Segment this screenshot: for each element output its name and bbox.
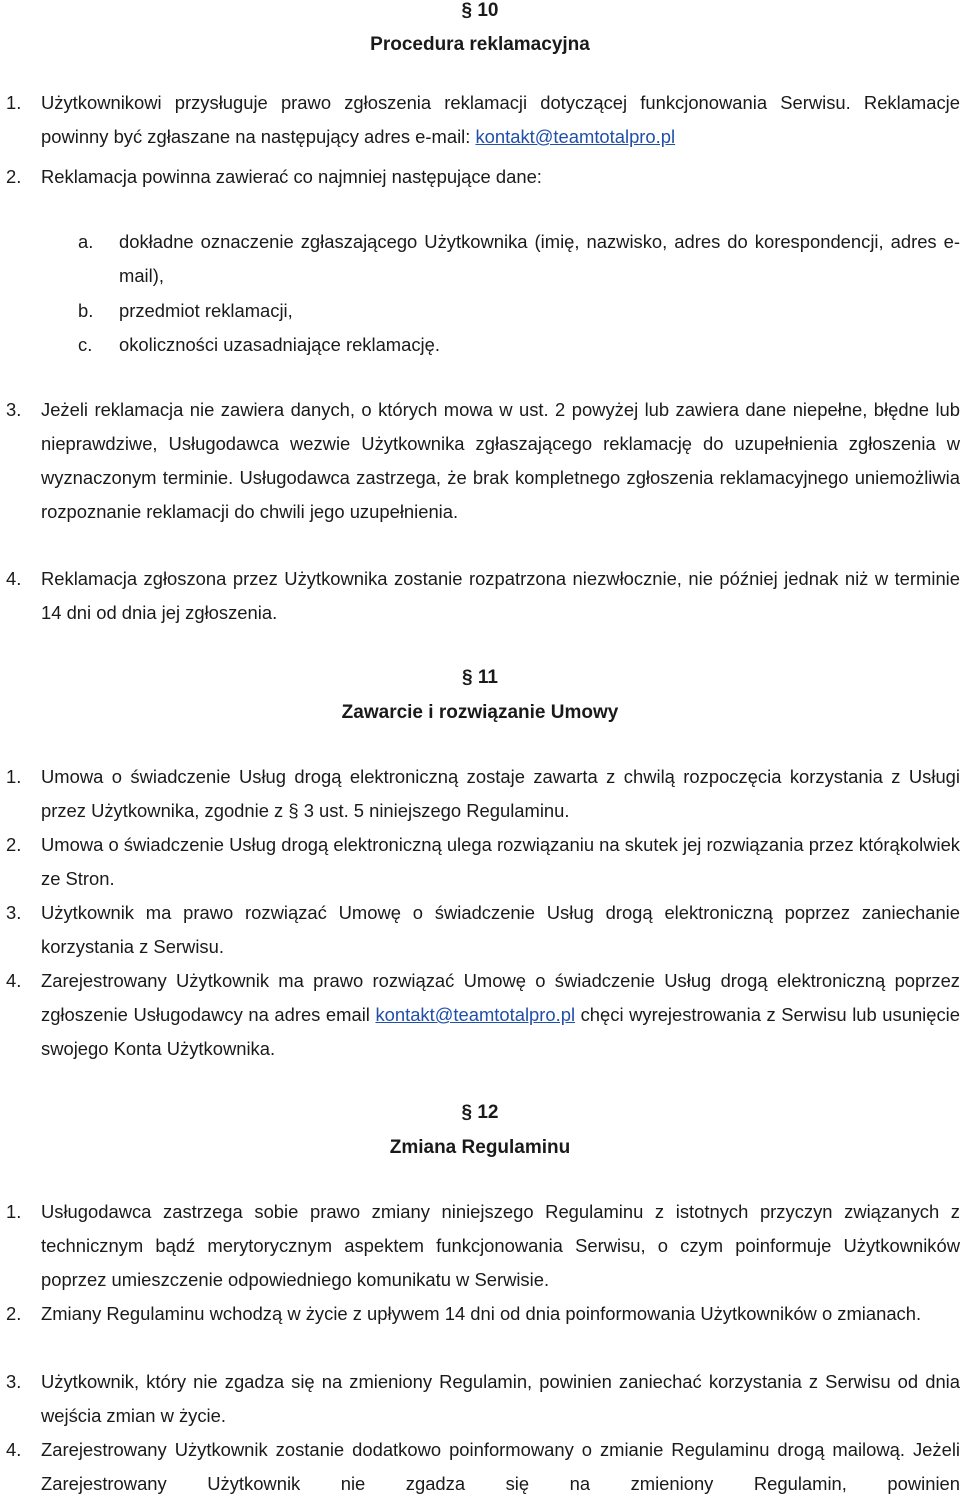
- item-number: 2.: [6, 1303, 22, 1324]
- item-number: 3.: [6, 1371, 22, 1392]
- section-number: § 12: [461, 1102, 499, 1123]
- list-item: [0, 393, 960, 563]
- sub-list-item: [78, 225, 960, 293]
- item-text-part: Użytkownikowi przysługuje prawo zgłoszenia reklamacji dotyczącej funkcjonowania Serwisu. Reklamacje powinny być zgłaszane na następujący adres e-mail:: [41, 92, 960, 147]
- sub-item-text: dokładne oznaczenie zgłaszającego Użytkownika (imię, nazwisko, adres do korespondencji, adres e-mail),: [119, 231, 960, 286]
- item-text: Reklamacja zgłoszona przez Użytkownika zostanie rozpatrzona niezwłocznie, nie później jednak niż w terminie 14 dni od dnia jej zgłoszenia.: [41, 568, 960, 623]
- list-item: [0, 896, 960, 964]
- item-number: 1.: [6, 1201, 22, 1222]
- item-text: Użytkownik ma prawo rozwiązać Umowę o świadczenie Usług drogą elektroniczną poprzez zaniechanie korzystania z Serwisu.: [41, 902, 960, 957]
- item-number: 2.: [6, 166, 22, 187]
- section-title: Procedura reklamacyjna: [370, 34, 590, 55]
- item-text: Jeżeli reklamacja nie zawiera danych, o których mowa w ust. 2 powyżej lub zawiera dane niepełne, błędne lub nieprawdziwe, Usługodawca wezwie Użytkownika zgłaszającego reklamację do uzupełnienia zgłoszenia w wyznaczonym terminie. Usługodawca zastrzega, że brak kompletnego zgłoszenia reklamacyjnego uniemożliwia rozpoznanie reklamacji do chwili jego uzupełnienia.: [41, 399, 960, 522]
- item-text: Zmiany Regulaminu wchodzą w życie z upływem 14 dni od dnia poinformowania Użytkowników o zmianach.: [41, 1303, 922, 1324]
- list-item: [0, 964, 960, 1066]
- item-number: 1.: [6, 766, 22, 787]
- list-item: [0, 1365, 960, 1433]
- sub-item-text: przedmiot reklamacji,: [119, 300, 293, 321]
- item-text-part: chęci wyrejestrowania z Serwisu lub usunięcie swojego Konta Użytkownika.: [41, 1004, 960, 1059]
- item-number: 3.: [6, 902, 22, 923]
- email-link[interactable]: kontakt@teamtotalpro.pl: [475, 126, 676, 147]
- sub-item-letter: b.: [78, 300, 94, 321]
- sub-item-letter: c.: [78, 334, 93, 355]
- item-text: Umowa o świadczenie Usług drogą elektroniczną zostaje zawarta z chwilą rozpoczęcia korzystania z Usługi przez Użytkownika, zgodnie z § 3 ust. 5 niniejszego Regulaminu.: [41, 766, 960, 821]
- item-number: 1.: [6, 92, 22, 113]
- list-item: [0, 86, 960, 154]
- sub-list-item: [78, 328, 960, 362]
- item-text: Umowa o świadczenie Usług drogą elektroniczną ulega rozwiązaniu na skutek jej rozwiązania przez którąkolwiek ze Stron.: [41, 834, 960, 889]
- item-number: 2.: [6, 834, 22, 855]
- item-number: 4.: [6, 970, 22, 991]
- email-link[interactable]: kontakt@teamtotalpro.pl: [375, 1004, 576, 1025]
- section-number: § 10: [461, 0, 499, 21]
- list-item: [0, 1433, 960, 1501]
- item-text: Użytkownik, który nie zgadza się na zmieniony Regulamin, powinien zaniechać korzystania z Serwisu od dnia wejścia zmian w życie.: [41, 1371, 960, 1426]
- list-item: [0, 1195, 960, 1297]
- item-text: Usługodawca zastrzega sobie prawo zmiany niniejszego Regulaminu z istotnych przyczyn związanych z technicznym bądź merytorycznym aspektem funkcjonowania Serwisu, o czym poinformuje Użytkowników poprzez umieszczenie odpowiedniego komunikatu w Serwisie.: [41, 1201, 960, 1290]
- item-text-part: Zarejestrowany Użytkownik ma prawo rozwiązać Umowę o świadczenie Usług drogą elektroniczną poprzez zgłoszenie Usługodawcy na adres email: [41, 970, 960, 1025]
- section-number: § 11: [462, 667, 498, 688]
- sub-list-item: [78, 294, 960, 328]
- item-number: 4.: [6, 568, 22, 589]
- item-text: [41, 86, 960, 154]
- list-item: [0, 828, 960, 896]
- sub-item-letter: a.: [78, 231, 94, 252]
- list-item: [0, 760, 960, 828]
- section-title: Zmiana Regulaminu: [389, 1137, 571, 1158]
- item-text: Reklamacja powinna zawierać co najmniej następujące dane:: [41, 166, 542, 187]
- section-title: Zawarcie i rozwiązanie Umowy: [341, 702, 619, 723]
- sub-item-text: okoliczności uzasadniające reklamację.: [119, 334, 440, 355]
- list-item: [0, 160, 960, 194]
- item-number: 4.: [6, 1439, 22, 1460]
- item-number: 3.: [6, 399, 22, 420]
- item-text: Zarejestrowany Użytkownik zostanie dodatkowo poinformowany o zmianie Regulaminu drogą mailową. Jeżeli Zarejestrowany Użytkownik nie zgadza się na zmieniony Regulamin, powinien: [41, 1439, 960, 1494]
- item-text: [41, 964, 960, 1066]
- list-item: [0, 1297, 960, 1365]
- list-item: [0, 562, 960, 630]
